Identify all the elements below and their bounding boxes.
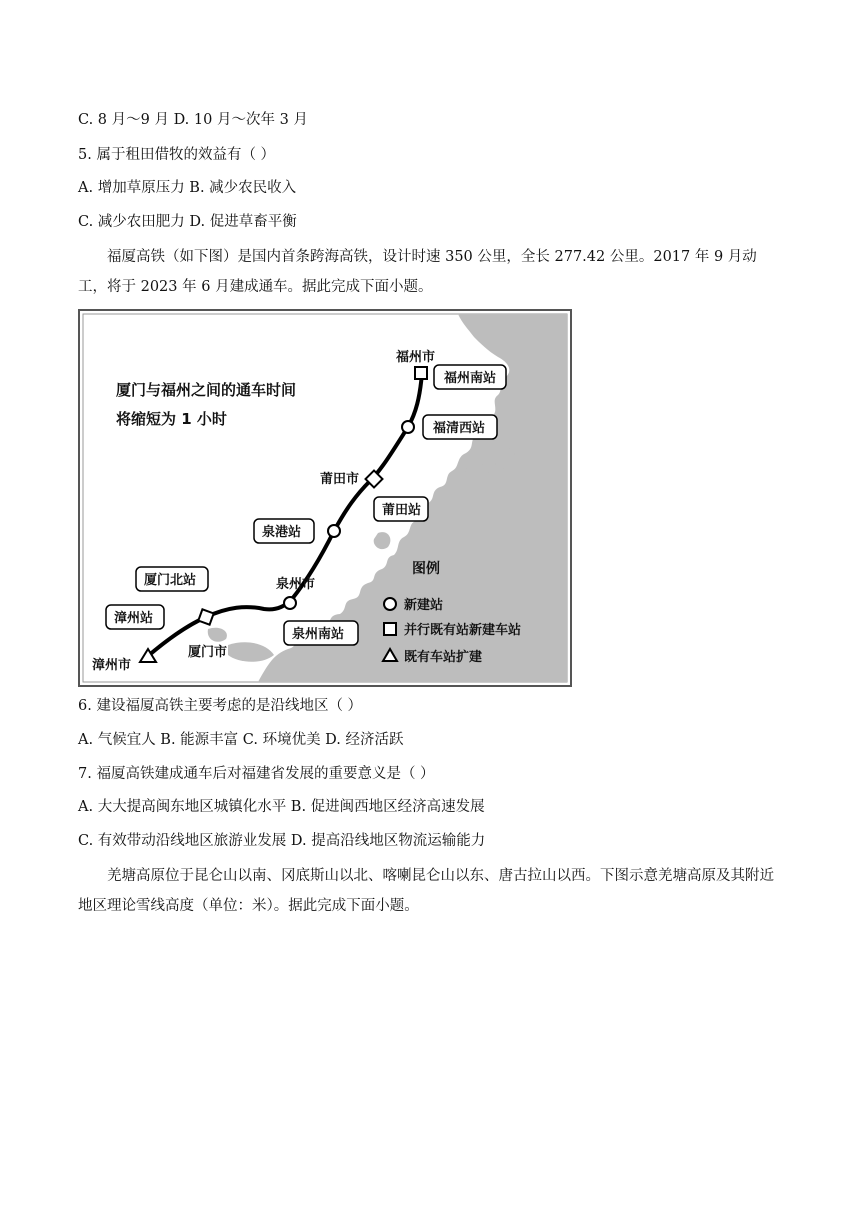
station-label-quanzhou-south: 泉州南站 bbox=[292, 627, 345, 642]
fuzhou-south-station-marker bbox=[415, 367, 427, 379]
q6-stem: 6. 建设福厦高铁主要考虑的是沿线地区（ ） bbox=[78, 698, 363, 714]
station-label-putian: 莆田站 bbox=[382, 503, 422, 518]
fuxia-intro-paragraph: 福厦高铁（如下图）是国内首条跨海高铁，设计时速 350 公里，全长 277.42 公里。2017 年 9 月动工，将于 2023 年 6 月建成通车。据此完成下面小题。 bbox=[78, 249, 757, 295]
city-label-zhangzhou: 漳州市 bbox=[92, 658, 132, 673]
q7-stem: 7. 福厦高铁建成通车后对福建省发展的重要意义是（ ） bbox=[78, 766, 435, 782]
q4-options-cd: C. 8 月～9 月 D. 10 月～次年 3 月 bbox=[78, 112, 308, 128]
map-caption-line1: 厦门与福州之间的通车时间 bbox=[116, 381, 297, 399]
qiangtang-intro-paragraph: 羌塘高原位于昆仑山以南、冈底斯山以北、喀喇昆仑山以东、唐古拉山以西。下图示意羌塘高原及其附近地区理论雪线高度（单位：米）。据此完成下面小题。 bbox=[78, 868, 774, 914]
station-label-xiamen-north: 厦门北站 bbox=[144, 573, 197, 588]
station-label-quangang: 泉港站 bbox=[262, 525, 302, 540]
legend-new-station-icon bbox=[384, 598, 396, 610]
fuqing-west-station-marker bbox=[402, 421, 414, 433]
city-label-putian: 莆田市 bbox=[320, 472, 360, 487]
legend-parallel-station-icon bbox=[384, 623, 396, 635]
legend-new-station-label: 新建站 bbox=[404, 598, 444, 613]
q7-options-ab: A. 大大提高闽东地区城镇化水平 B. 促进闽西地区经济高速发展 bbox=[78, 799, 485, 815]
station-label-fuqing-west: 福清西站 bbox=[433, 421, 486, 436]
station-label-fuzhou-south: 福州南站 bbox=[444, 371, 497, 386]
city-label-xiamen: 厦门市 bbox=[188, 645, 228, 660]
q5-stem: 5. 属于租田借牧的效益有（ ） bbox=[78, 147, 276, 163]
legend-parallel-station-label: 并行既有站新建车站 bbox=[404, 623, 522, 638]
xiamen-north-station-marker bbox=[198, 609, 213, 624]
station-label-zhangzhou: 漳州站 bbox=[114, 611, 154, 626]
quanzhou-south-station-marker bbox=[284, 597, 296, 609]
q7-options-cd: C. 有效带动沿线地区旅游业发展 D. 提高沿线地区物流运输能力 bbox=[78, 833, 486, 849]
q5-options-ab: A. 增加草原压力 B. 减少农民收入 bbox=[78, 180, 297, 196]
city-label-fuzhou: 福州市 bbox=[396, 350, 436, 365]
map-caption-line2: 将缩短为 1 小时 bbox=[116, 410, 227, 428]
fuxia-railway-map bbox=[78, 309, 572, 687]
legend-title: 图例 bbox=[412, 561, 440, 577]
q5-options-cd: C. 减少农田肥力 D. 促进草畜平衡 bbox=[78, 214, 297, 230]
q6-options: A. 气候宜人 B. 能源丰富 C. 环境优美 D. 经济活跃 bbox=[78, 732, 404, 748]
legend-expanded-station-label: 既有车站扩建 bbox=[404, 650, 483, 665]
quangang-station-marker bbox=[328, 525, 340, 537]
city-label-quanzhou: 泉州市 bbox=[276, 577, 316, 592]
